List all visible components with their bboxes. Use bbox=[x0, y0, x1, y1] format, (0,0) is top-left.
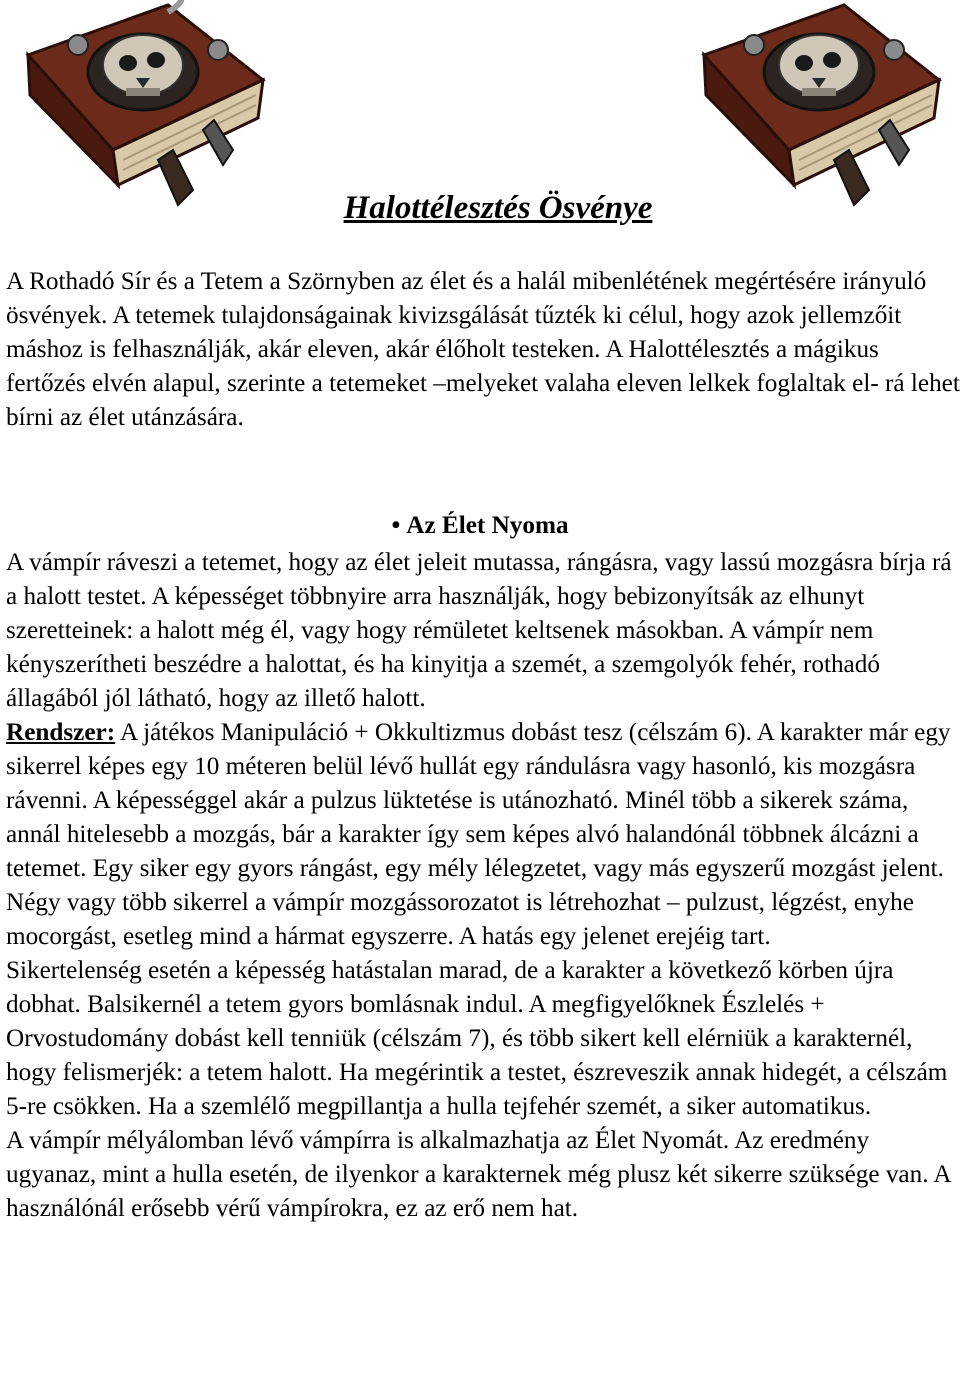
intro-paragraph: A Rothadó Sír és a Tetem a Szörnyben az élet és a halál mibenlétének megértésére irányuló ösvények. A tetemek tulajdonságainak kivizsgálását tűzték ki célul, hogy azok jellemzőit máshoz is felhasználják, akár eleven, akár élőholt testeken. A Halottélesztés a mágikus fertőzés elvén alapul, szerinte a tetemeket –melyeket valaha eleven lelkek foglaltak el- rá lehet bírni az élet utánzására. bbox=[6, 268, 960, 431]
power-description: A vámpír ráveszi a tetemet, hogy az élet jeleit mutassa, rángásra, vagy lassú mozgásra bírja rá a halott testet. A képességet többnyire arra használják, hogy bebizonyítsák az elhunyt szeretteinek: a halott még él, vagy hogy rémületet keltsenek másokban. A vámpír nem kényszerítheti beszédre a halottat, és ha kinyitja a szemét, a szemgolyók fehér, rothadó állagából jól látható, hogy az illető halott. bbox=[6, 549, 952, 712]
system-label: Rendszer: bbox=[6, 719, 116, 746]
power-heading bbox=[0, 509, 960, 543]
bullet-icon: • bbox=[391, 512, 401, 539]
system-text: A játékos Manipuláció + Okkultizmus dobást tesz (célszám 6). A karakter már egy sikerrel képes egy 10 méteren belül lévő hullát egy rándulásra vagy hasonló, kis mozgásra rávenni. A képességgel akár a pulzus lüktetése is utánozható. Minél több a sikerek száma, annál hitelesebb a mozgás, bár a karakter így sem képes alvó halandónál többnek álcázni a tetemet. Egy siker egy gyors rángást, egy mély lélegzetet, vagy más egyszerű mozgást jelent. Négy vagy több sikerrel a vámpír mozgássorozatot is létrehozhat – pulzust, légzést, enyhe mocorgást, esetleg mind a hármat egyszerre. A hatás egy jelenet erejéig tart. bbox=[6, 719, 951, 950]
power-body bbox=[6, 546, 960, 1226]
skull-book-icon bbox=[18, 0, 268, 215]
page-title: Halottélesztés Ösvénye bbox=[343, 190, 653, 226]
skull-book-icon bbox=[694, 0, 944, 215]
torpor-paragraph: A vámpír mélyálomban lévő vámpírra is alkalmazhatja az Élet Nyomát. Az eredmény ugyanaz, mint a hulla esetén, de ilyenkor a karakternek még plusz két sikerre szüksége van. A használónál erősebb vérű vámpírokra, ez az erő nem hat. bbox=[6, 1127, 951, 1222]
power-name: Az Élet Nyoma bbox=[406, 512, 569, 539]
failure-paragraph: Sikertelenség esetén a képesség hatástalan marad, de a karakter a következő körben újra dobhat. Balsikernél a tetem gyors bomlásnak indul. A megfigyelőknek Észlelés + Orvostudomány dobást kell tenniük (célszám 7), és több sikert kell elérniük a karakternél, hogy felismerjék: a tetem halott. Ha megérintik a testet, észreveszik annak hidegét, a célszám 5-re csökken. Ha a szemlélő megpillantja a hulla tejfehér szemét, a siker automatikus. bbox=[6, 957, 948, 1120]
system-paragraph bbox=[6, 716, 960, 954]
